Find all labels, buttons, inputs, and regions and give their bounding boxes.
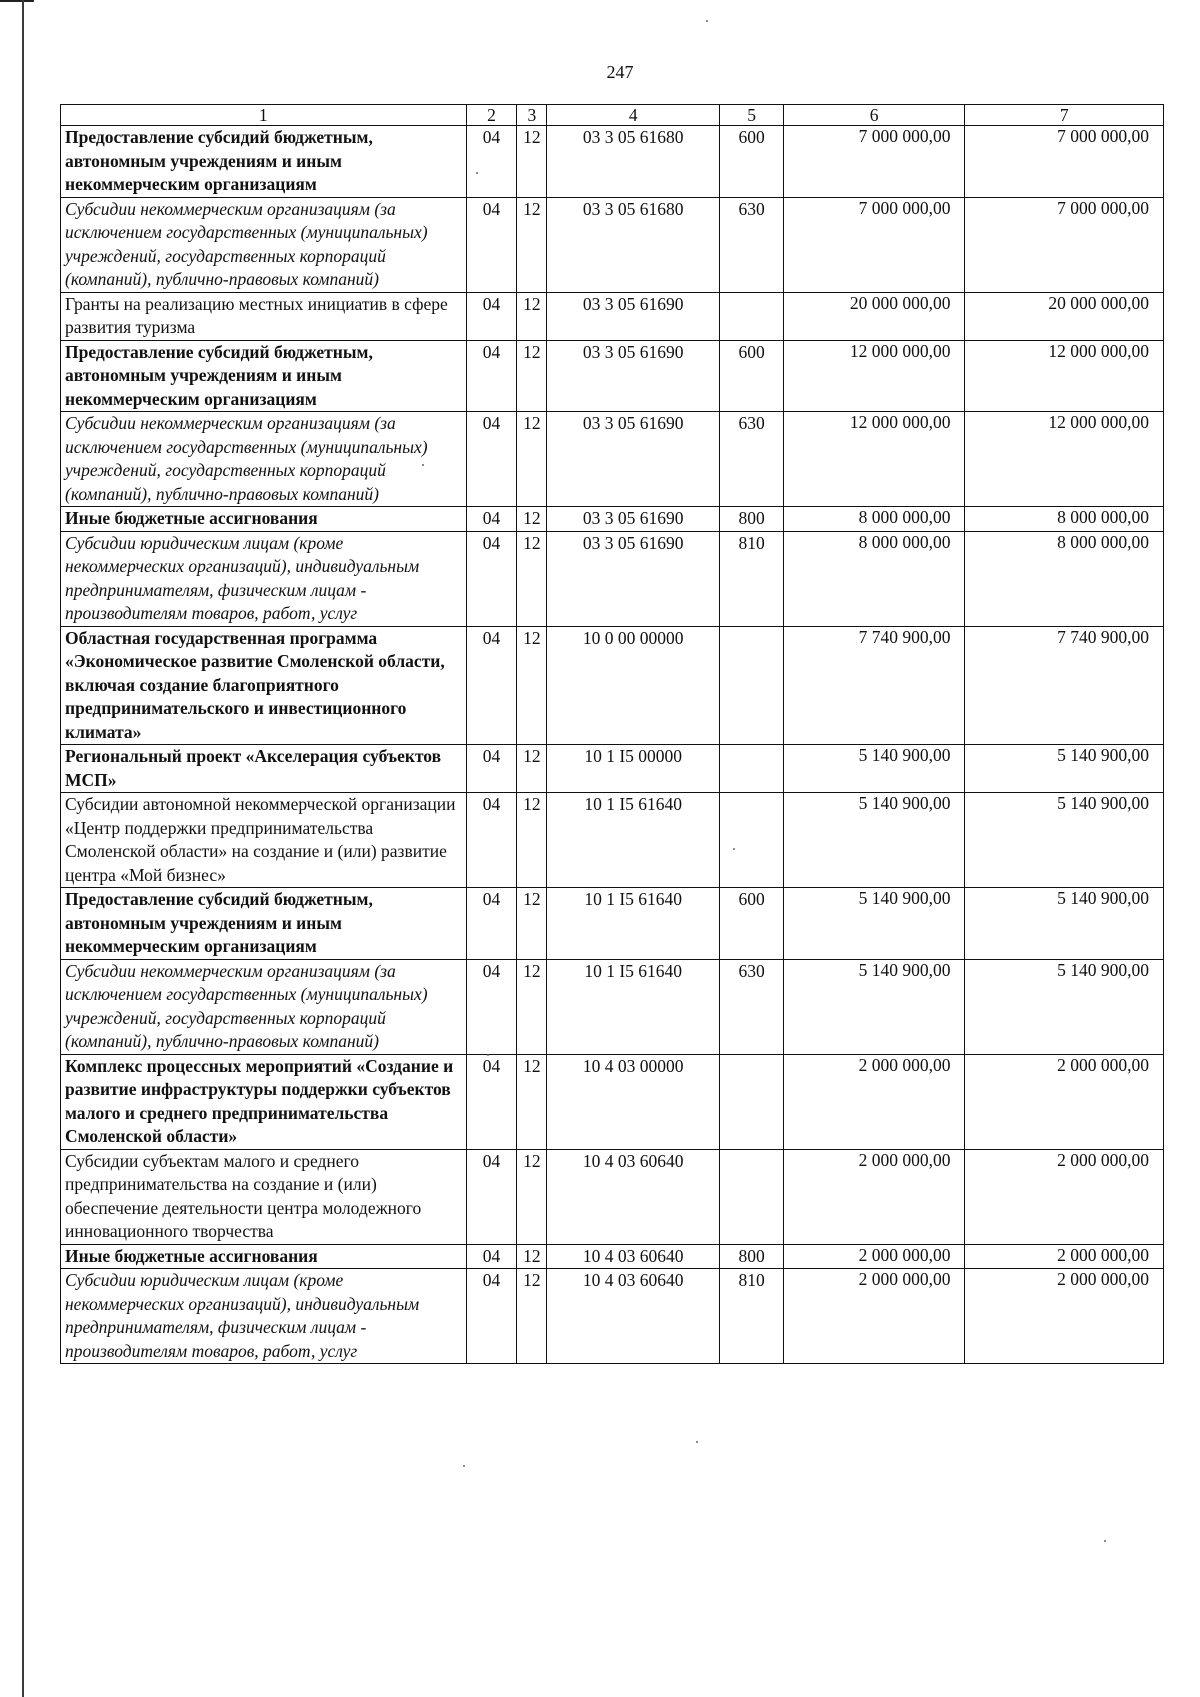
target-article-cell: 10 1 I5 61640 — [547, 959, 720, 1054]
expense-type-cell: 600 — [720, 126, 784, 198]
expense-type-cell — [720, 626, 784, 745]
section-code-cell: 04 — [466, 793, 517, 888]
subsection-code-cell: 12 — [517, 412, 547, 507]
expense-type-cell — [720, 1149, 784, 1244]
amount-col7-cell: 7 740 900,00 — [965, 626, 1164, 745]
row-name-cell: Субсидии некоммерческим организациям (за исключением государственных (муниципальных) учреждений, государственных корпораций (компаний), публично-правовых компаний) — [61, 197, 467, 292]
expense-type-cell — [720, 1054, 784, 1149]
target-article-cell: 10 1 I5 61640 — [547, 888, 720, 960]
subsection-code-cell: 12 — [517, 126, 547, 198]
section-code-cell: 04 — [466, 1269, 517, 1364]
amount-col7-cell: 2 000 000,00 — [965, 1054, 1164, 1149]
row-name-cell: Субсидии юридическим лицам (кроме некоммерческих организаций), индивидуальным предпринимателям, физическим лицам - производителям товаров, работ, услуг — [61, 531, 467, 626]
subsection-code-cell: 12 — [517, 292, 547, 340]
section-code-cell: 04 — [466, 959, 517, 1054]
amount-col6-cell: 7 000 000,00 — [783, 126, 965, 198]
header-cell-5: 5 — [720, 105, 784, 126]
budget-table — [60, 104, 1164, 1364]
amount-col6-cell: 20 000 000,00 — [783, 292, 965, 340]
row-name-cell: Иные бюджетные ассигнования — [61, 1244, 467, 1269]
amount-col6-cell: 12 000 000,00 — [783, 412, 965, 507]
amount-col6-cell: 5 140 900,00 — [783, 959, 965, 1054]
target-article-cell: 10 4 03 60640 — [547, 1149, 720, 1244]
header-cell-2: 2 — [466, 105, 517, 126]
target-article-cell: 03 3 05 61690 — [547, 292, 720, 340]
expense-type-cell: 810 — [720, 531, 784, 626]
subsection-code-cell: 12 — [517, 959, 547, 1054]
header-cell-6: 6 — [783, 105, 965, 126]
amount-col7-cell: 8 000 000,00 — [965, 531, 1164, 626]
target-article-cell: 03 3 05 61690 — [547, 531, 720, 626]
row-name-cell: Иные бюджетные ассигнования — [61, 507, 467, 532]
table-row — [61, 340, 1164, 412]
subsection-code-cell: 12 — [517, 197, 547, 292]
section-code-cell: 04 — [466, 745, 517, 793]
expense-type-cell: 630 — [720, 959, 784, 1054]
amount-col7-cell: 2 000 000,00 — [965, 1269, 1164, 1364]
table-row — [61, 793, 1164, 888]
subsection-code-cell: 12 — [517, 626, 547, 745]
amount-col7-cell: 5 140 900,00 — [965, 959, 1164, 1054]
amount-col6-cell: 5 140 900,00 — [783, 793, 965, 888]
subsection-code-cell: 12 — [517, 888, 547, 960]
table-row — [61, 1269, 1164, 1364]
target-article-cell: 03 3 05 61680 — [547, 197, 720, 292]
row-name-cell: Субсидии юридическим лицам (кроме некоммерческих организаций), индивидуальным предпринимателям, физическим лицам - производителям товаров, работ, услуг — [61, 1269, 467, 1364]
target-article-cell: 10 4 03 60640 — [547, 1244, 720, 1269]
expense-type-cell: 600 — [720, 888, 784, 960]
section-code-cell: 04 — [466, 1054, 517, 1149]
row-name-cell: Субсидии некоммерческим организациям (за исключением государственных (муниципальных) учреждений, государственных корпораций (компаний), публично-правовых компаний) — [61, 959, 467, 1054]
target-article-cell: 10 4 03 00000 — [547, 1054, 720, 1149]
table-row — [61, 412, 1164, 507]
amount-col7-cell: 2 000 000,00 — [965, 1244, 1164, 1269]
expense-type-cell — [720, 745, 784, 793]
target-article-cell: 10 1 I5 00000 — [547, 745, 720, 793]
section-code-cell: 04 — [466, 126, 517, 198]
row-name-cell: Субсидии некоммерческим организациям (за исключением государственных (муниципальных) учреждений, государственных корпораций (компаний), публично-правовых компаний) — [61, 412, 467, 507]
section-code-cell: 04 — [466, 531, 517, 626]
amount-col7-cell: 8 000 000,00 — [965, 507, 1164, 532]
row-name-cell: Предоставление субсидий бюджетным, автономным учреждениям и иным некоммерческим организациям — [61, 888, 467, 960]
table-header-row — [61, 105, 1164, 126]
expense-type-cell: 810 — [720, 1269, 784, 1364]
row-name-cell: Комплекс процессных мероприятий «Создание и развитие инфраструктуры поддержки субъектов малого и среднего предпринимательства Смоленской области» — [61, 1054, 467, 1149]
amount-col6-cell: 2 000 000,00 — [783, 1054, 965, 1149]
expense-type-cell: 630 — [720, 197, 784, 292]
target-article-cell: 10 1 I5 61640 — [547, 793, 720, 888]
table-row — [61, 1054, 1164, 1149]
target-article-cell: 10 0 00 00000 — [547, 626, 720, 745]
amount-col7-cell: 7 000 000,00 — [965, 126, 1164, 198]
header-cell-3: 3 — [517, 105, 547, 126]
amount-col6-cell: 2 000 000,00 — [783, 1269, 965, 1364]
page-number: 247 — [606, 62, 634, 82]
amount-col6-cell: 5 140 900,00 — [783, 745, 965, 793]
row-name-cell: Субсидии субъектам малого и среднего предпринимательства на создание и (или) обеспечение деятельности центра молодежного инновационного творчества — [61, 1149, 467, 1244]
subsection-code-cell: 12 — [517, 793, 547, 888]
section-code-cell: 04 — [466, 292, 517, 340]
scan-corner-mark — [0, 0, 34, 2]
amount-col6-cell: 7 000 000,00 — [783, 197, 965, 292]
header-cell-1: 1 — [61, 105, 467, 126]
expense-type-cell — [720, 292, 784, 340]
header-cell-7: 7 — [965, 105, 1164, 126]
section-code-cell: 04 — [466, 507, 517, 532]
expense-type-cell: 600 — [720, 340, 784, 412]
subsection-code-cell: 12 — [517, 1054, 547, 1149]
amount-col6-cell: 12 000 000,00 — [783, 340, 965, 412]
subsection-code-cell: 12 — [517, 1269, 547, 1364]
amount-col6-cell: 2 000 000,00 — [783, 1149, 965, 1244]
scan-left-edge — [22, 0, 24, 1697]
subsection-code-cell: 12 — [517, 531, 547, 626]
target-article-cell: 03 3 05 61690 — [547, 340, 720, 412]
target-article-cell: 03 3 05 61690 — [547, 412, 720, 507]
table-row — [61, 507, 1164, 532]
expense-type-cell — [720, 793, 784, 888]
row-name-cell: Предоставление субсидий бюджетным, автономным учреждениям и иным некоммерческим организациям — [61, 126, 467, 198]
section-code-cell: 04 — [466, 626, 517, 745]
row-name-cell: Гранты на реализацию местных инициатив в сфере развития туризма — [61, 292, 467, 340]
amount-col7-cell: 12 000 000,00 — [965, 412, 1164, 507]
row-name-cell: Областная государственная программа «Экономическое развитие Смоленской области, включая создание благоприятного предпринимательского и инвестиционного климата» — [61, 626, 467, 745]
target-article-cell: 03 3 05 61680 — [547, 126, 720, 198]
amount-col7-cell: 5 140 900,00 — [965, 793, 1164, 888]
target-article-cell: 03 3 05 61690 — [547, 507, 720, 532]
subsection-code-cell: 12 — [517, 745, 547, 793]
amount-col7-cell: 2 000 000,00 — [965, 1149, 1164, 1244]
amount-col6-cell: 8 000 000,00 — [783, 507, 965, 532]
table-row — [61, 292, 1164, 340]
section-code-cell: 04 — [466, 1149, 517, 1244]
amount-col6-cell: 2 000 000,00 — [783, 1244, 965, 1269]
table-row — [61, 745, 1164, 793]
section-code-cell: 04 — [466, 340, 517, 412]
amount-col7-cell: 20 000 000,00 — [965, 292, 1164, 340]
subsection-code-cell: 12 — [517, 1244, 547, 1269]
amount-col6-cell: 7 740 900,00 — [783, 626, 965, 745]
section-code-cell: 04 — [466, 412, 517, 507]
section-code-cell: 04 — [466, 197, 517, 292]
target-article-cell: 10 4 03 60640 — [547, 1269, 720, 1364]
amount-col6-cell: 8 000 000,00 — [783, 531, 965, 626]
section-code-cell: 04 — [466, 1244, 517, 1269]
header-cell-4: 4 — [547, 105, 720, 126]
table-row — [61, 626, 1164, 745]
amount-col6-cell: 5 140 900,00 — [783, 888, 965, 960]
table-row — [61, 1244, 1164, 1269]
table-row — [61, 959, 1164, 1054]
table-row — [61, 197, 1164, 292]
amount-col7-cell: 12 000 000,00 — [965, 340, 1164, 412]
amount-col7-cell: 7 000 000,00 — [965, 197, 1164, 292]
expense-type-cell: 800 — [720, 1244, 784, 1269]
amount-col7-cell: 5 140 900,00 — [965, 745, 1164, 793]
table-row — [61, 126, 1164, 198]
subsection-code-cell: 12 — [517, 507, 547, 532]
table-row — [61, 1149, 1164, 1244]
row-name-cell: Региональный проект «Акселерация субъектов МСП» — [61, 745, 467, 793]
subsection-code-cell: 12 — [517, 1149, 547, 1244]
budget-table-container — [60, 104, 1164, 1364]
amount-col7-cell: 5 140 900,00 — [965, 888, 1164, 960]
subsection-code-cell: 12 — [517, 340, 547, 412]
expense-type-cell: 630 — [720, 412, 784, 507]
section-code-cell: 04 — [466, 888, 517, 960]
expense-type-cell: 800 — [720, 507, 784, 532]
row-name-cell: Субсидии автономной некоммерческой организации «Центр поддержки предпринимательства Смоленской области» на создание и (или) развитие центра «Мой бизнес» — [61, 793, 467, 888]
table-row — [61, 888, 1164, 960]
row-name-cell: Предоставление субсидий бюджетным, автономным учреждениям и иным некоммерческим организациям — [61, 340, 467, 412]
table-row — [61, 531, 1164, 626]
